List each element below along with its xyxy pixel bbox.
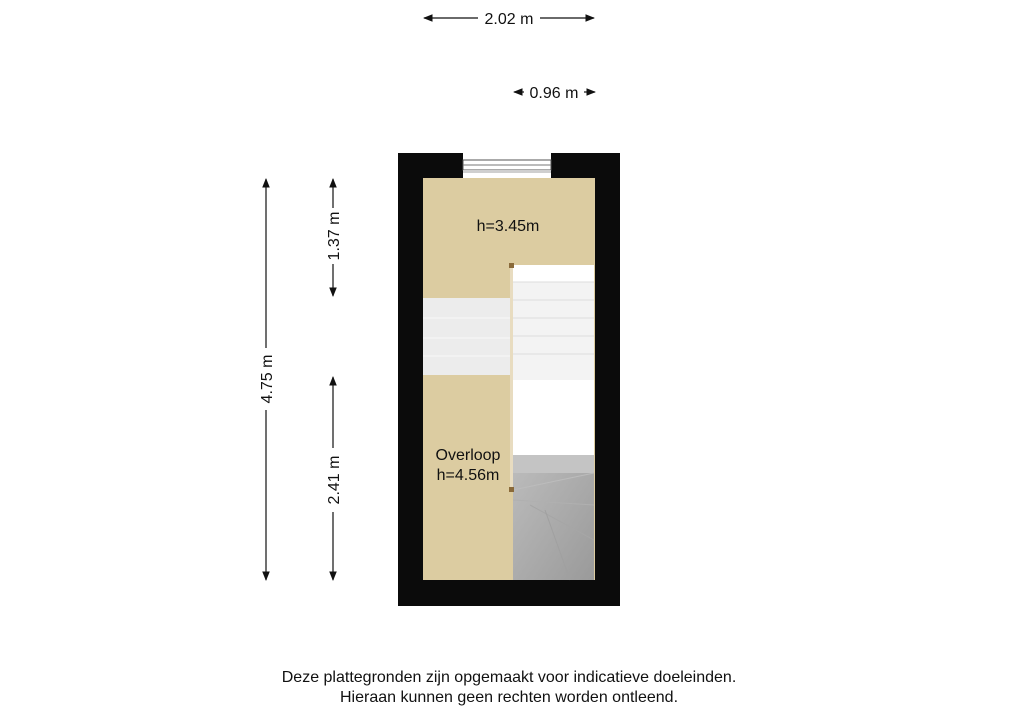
stair-upper: [513, 265, 594, 455]
dimension-lower-height: [326, 377, 343, 580]
dimension-upper-height: [326, 179, 343, 296]
dimension-top-width: [424, 11, 594, 28]
total-height-label: 4.75 m: [259, 354, 276, 404]
lower-height-label: 2.41 m: [326, 455, 343, 505]
dimension-total-height: [259, 179, 276, 580]
lower-room-name: Overloop: [435, 447, 501, 464]
window: [463, 153, 551, 178]
top-width-label: 2.02 m: [484, 11, 534, 28]
disclaimer-line-1: Deze plattegronden zijn opgemaakt voor indicatieve doeleinden.: [281, 669, 737, 686]
upper-room-height: h=3.45m: [476, 218, 540, 235]
window-width-label: 0.96 m: [529, 85, 579, 102]
dimension-window-width: [514, 85, 595, 102]
upper-height-label: 1.37 m: [326, 211, 343, 261]
disclaimer-line-2: Hieraan kunnen geen rechten worden ontleend.: [339, 689, 679, 706]
stair-winder: [513, 455, 594, 580]
landing-area: [423, 298, 513, 375]
lower-room-height: h=4.56m: [436, 467, 500, 484]
